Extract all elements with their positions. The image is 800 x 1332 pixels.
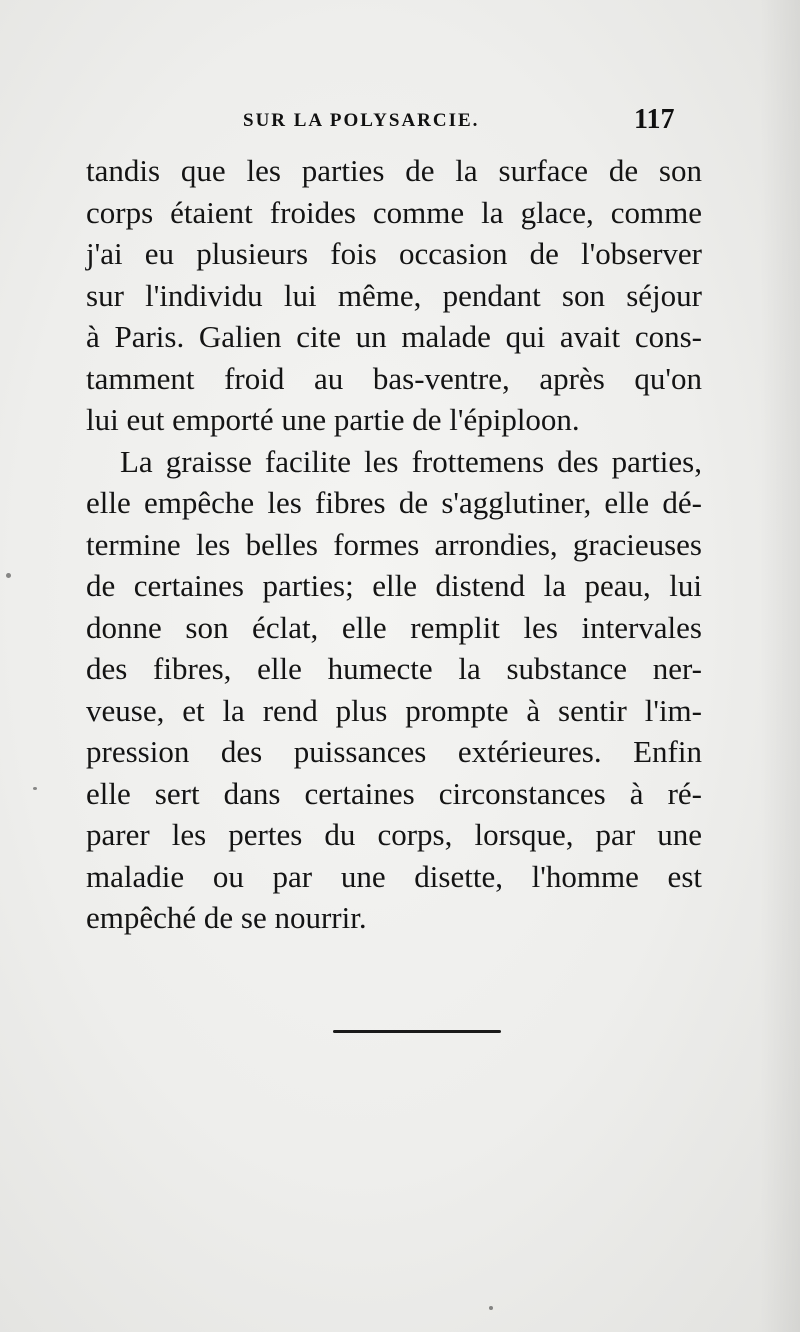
page-gutter-shadow xyxy=(760,0,800,1332)
text-line: corps étaient froides comme la glace, comme xyxy=(86,194,702,230)
section-divider-rule xyxy=(333,1030,501,1033)
text-line: elle empêche les fibres de s'agglutiner, elle dé- xyxy=(86,485,702,520)
text-line: La graisse facilite les frottemens des parties, xyxy=(120,443,702,479)
text-line: elle sert dans certaines circonstances à ré- xyxy=(86,775,702,811)
text-line: tandis que les parties de la surface de son xyxy=(86,153,702,188)
paper-speck xyxy=(33,787,37,790)
running-head: SUR LA POLYSARCIE. xyxy=(243,110,480,131)
paragraph-1 xyxy=(86,150,702,441)
text-line: parer les pertes du corps, lorsque, par une xyxy=(86,817,702,852)
text-line: de certaines parties; elle distend la peau, lui xyxy=(86,568,702,603)
text-line: j'ai eu plusieurs fois occasion de l'observer xyxy=(86,236,702,271)
text-line: termine les belles formes arrondies, gracieuses xyxy=(86,526,702,562)
text-line: veuse, et la rend plus prompte à sentir l'im- xyxy=(86,692,702,728)
text-line: maladie ou par une disette, l'homme est xyxy=(86,858,702,894)
body-text xyxy=(86,150,702,939)
page-number: 117 xyxy=(634,104,675,135)
text-line: sur l'individu lui même, pendant son séjour xyxy=(86,277,702,313)
paragraph-2 xyxy=(86,441,702,939)
text-line: lui eut emporté une partie de l'épiploon. xyxy=(86,402,580,437)
paper-speck xyxy=(6,573,11,578)
text-line: empêché de se nourrir. xyxy=(86,900,367,935)
paper-speck xyxy=(489,1306,493,1310)
text-line: à Paris. Galien cite un malade qui avait cons- xyxy=(86,319,702,354)
text-line: des fibres, elle humecte la substance ner- xyxy=(86,651,702,686)
text-line: pression des puissances extérieures. Enfin xyxy=(86,734,702,769)
text-line: tamment froid au bas-ventre, après qu'on xyxy=(86,360,702,396)
text-line: donne son éclat, elle remplit les intervales xyxy=(86,609,702,645)
